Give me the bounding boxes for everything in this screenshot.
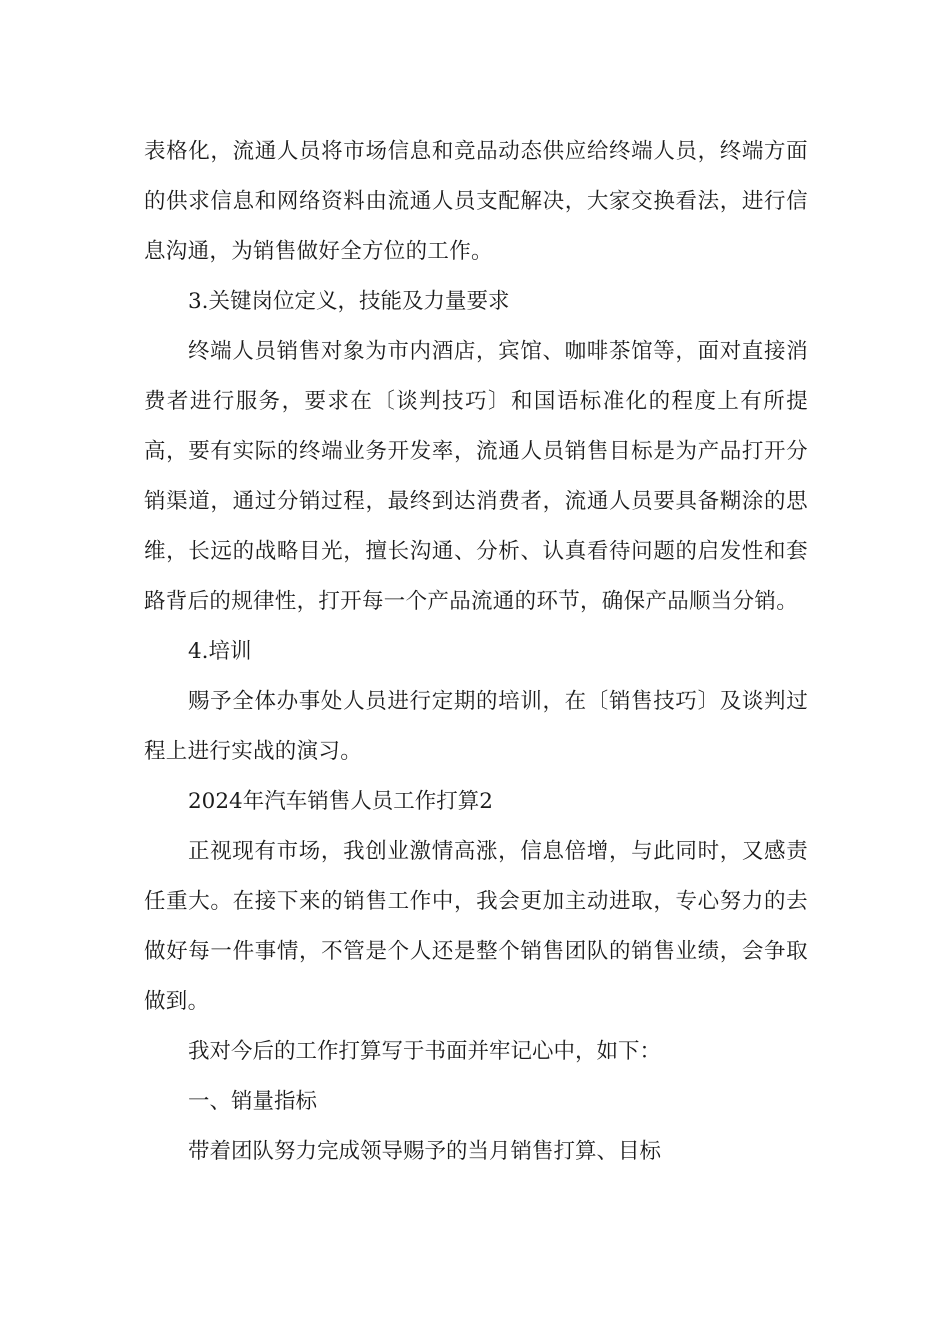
section-heading-key-positions: 3.关键岗位定义，技能及力量要求 bbox=[188, 289, 510, 314]
paragraph-training: 赐予全体办事处人员进行定期的培训，在〔销售技巧〕及谈判过程上进行实战的演习。 bbox=[144, 689, 808, 764]
section-heading-training: 4.培训 bbox=[188, 639, 252, 664]
paragraph-market-outlook: 正视现有市场，我创业激情高涨，信息倍增，与此同时，又感责任重大。在接下来的销售工作中，我会更加主动进取，专心努力的去做好每一件事情，不管是个人还是整个销售团队的销售业绩，会争取做到。 bbox=[144, 839, 808, 1014]
paragraph-sales-targets: 带着团队努力完成领导赐予的当月销售打算、目标 bbox=[188, 1139, 662, 1164]
document-body bbox=[144, 127, 808, 1177]
paragraph-key-positions: 终端人员销售对象为市内酒店，宾馆、咖啡茶馆等，面对直接消费者进行服务，要求在〔谈判技巧〕和国语标准化的程度上有所提高，要有实际的终端业务开发率，流通人员销售目标是为产品打开分销渠道，通过分销过程，最终到达消费者，流通人员要具备糊涂的思维，长远的战略目光，擅长沟通、分析、认真看待问题的启发性和套路背后的规律性，打开每一个产品流通的环节，确保产品顺当分销。 bbox=[144, 339, 808, 614]
document-subtitle-plan-2: 2024年汽车销售人员工作打算2 bbox=[188, 789, 493, 814]
paragraph-intro-continued: 表格化，流通人员将市场信息和竞品动态供应给终端人员，终端方面的供求信息和网络资料由流通人员支配解决，大家交换看法，进行信息沟通，为销售做好全方位的工作。 bbox=[144, 139, 808, 264]
paragraph-plan-intro: 我对今后的工作打算写于书面并牢记心中，如下： bbox=[188, 1039, 662, 1064]
section-heading-sales-targets: 一、销量指标 bbox=[188, 1089, 318, 1114]
